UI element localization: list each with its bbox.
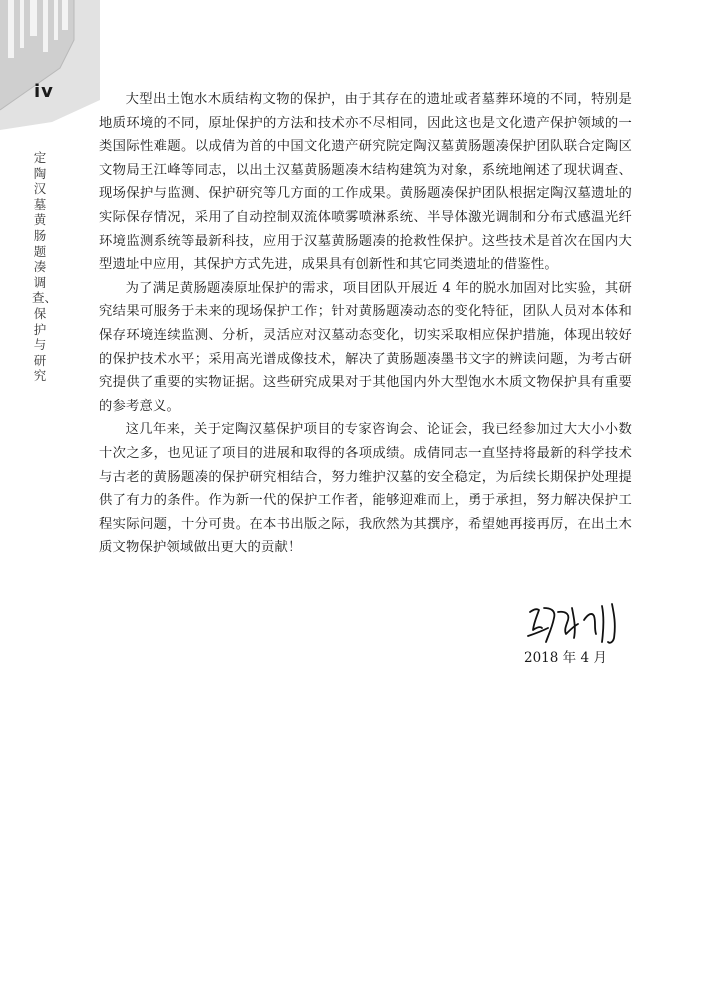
paragraph: 大型出土饱水木质结构文物的保护，由于其存在的遗址或者墓葬环境的不同，特别是地质环境的不同，原址保护的方法和技术亦不尽相同，因此这也是文化遗产保护领域的一类国际性难题。以成倩为首的中国文化遗产研究院定陶汉墓黄肠题凑保护团队联合定陶区文物局王江峰等同志，以出土汉墓黄肠题凑木结构建筑为对象，系统地阐述了现状调查、现场保护与监测、保护研究等几方面的工作成果。黄肠题凑保护团队根据定陶汉墓遗址的实际保存情况，采用了自动控制双流体喷雾喷淋系统、半导体激光调制和分布式感温光纤环境监测系统等最新科技，应用于汉墓黄肠题凑的抢救性保护。这些技术是首次在国内大型遗址中应用，其保护方式先进，成果具有创新性和其它同类遗址的借鉴性。 bbox=[99, 92, 632, 273]
signature-icon bbox=[524, 598, 624, 646]
paragraph: 为了满足黄肠题凑原址保护的需求，项目团队开展近 4 年的脱水加固对比实验，其研究结果可服务于未来的现场保护工作；针对黄肠题凑动态的变化特征，团队人员对本体和保存环境连续监测、分析，灵活应对汉墓动态变化，切实采取相应保护措施，体现出较好的保护技术水平；采用高光谱成像技术，解决了黄肠题凑墨书文字的辨读问题，为考古研究提供了重要的实物证据。这些研究成果对于其他国内外大型饱水木质文物保护具有重要的参考意义。 bbox=[99, 280, 632, 414]
paragraph: 这几年来，关于定陶汉墓保护项目的专家咨询会、论证会，我已经参加过大大小小数十次之多，也见证了项目的进展和取得的各项成绩。成倩同志一直坚持将最新的科学技术与古老的黄肠题凑的保护研究相结合，努力维护汉墓的安全稳定，为后续长期保护处理提供了有力的条件。作为新一代的保护工作者，能够迎难而上，勇于承担，努力解决保护工程实际问题，十分可贵。在本书出版之际，我欣然为其撰序，希望她再接再厉，在出土木质文物保护领域做出更大的贡献！ bbox=[99, 422, 632, 556]
preface-body bbox=[99, 88, 632, 560]
running-head: 定陶汉墓黄肠题凑调查、保护与研究 bbox=[32, 150, 58, 384]
corner-decoration bbox=[0, 0, 100, 130]
date: 2018 年 4 月 bbox=[524, 650, 607, 666]
page-number: iv bbox=[34, 81, 54, 102]
